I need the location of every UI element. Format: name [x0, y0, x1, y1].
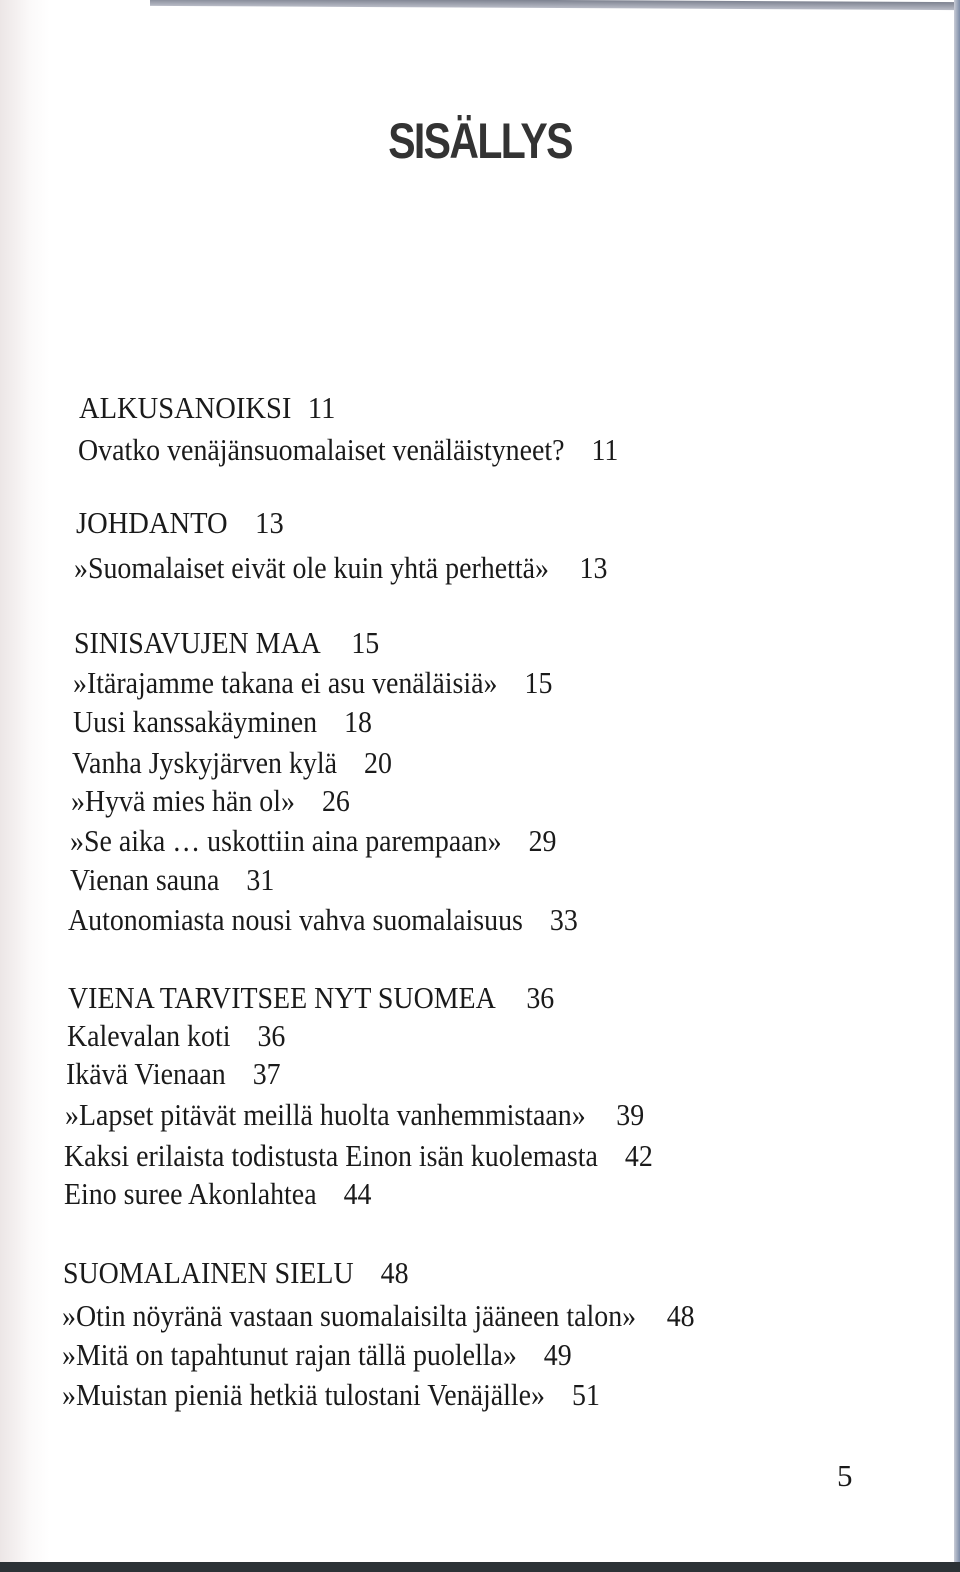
toc-page: 51 — [571, 1377, 600, 1412]
toc-entry — [74, 550, 607, 586]
toc-page: 18 — [344, 704, 372, 739]
toc-page: 48 — [666, 1298, 695, 1333]
toc-entry — [78, 432, 618, 468]
toc-page: 20 — [363, 745, 392, 780]
toc-page: 11 — [591, 432, 619, 467]
toc-label: Ovatko venäjänsuomalaiset venäläistyneet? — [78, 432, 565, 467]
toc-label: Kalevalan koti — [67, 1018, 231, 1053]
toc-page: 39 — [616, 1097, 645, 1132]
toc-page: 13 — [255, 505, 284, 540]
toc-section — [79, 390, 335, 426]
toc-page: 11 — [307, 390, 336, 425]
toc-entry — [62, 1298, 695, 1334]
toc-section — [68, 980, 554, 1016]
page-number: 5 — [837, 1458, 853, 1493]
toc-page: 42 — [624, 1138, 653, 1173]
toc-label: Kaksi erilaista todistusta Einon isän kuolemasta — [64, 1138, 598, 1173]
toc-entry — [73, 665, 552, 701]
toc-label: »Mitä on tapahtunut rajan tällä puolella» — [62, 1337, 517, 1372]
toc-label: Eino suree Akonlahtea — [64, 1176, 317, 1211]
toc-page: 36 — [257, 1018, 286, 1053]
toc-page: 33 — [549, 902, 578, 937]
toc-label: »Itärajamme takana ei asu venäläisiä» — [73, 665, 498, 700]
toc-label: Uusi kanssakäyminen — [73, 704, 318, 739]
toc-label: »Muistan pieniä hetkiä tulostani Venäjälle» — [62, 1377, 545, 1412]
toc-label: Vanha Jyskyjärven kylä — [72, 745, 337, 780]
toc-section — [74, 625, 379, 661]
toc-section — [76, 505, 284, 541]
toc-label: SINISAVUJEN MAA — [74, 625, 321, 660]
toc-label: SUOMALAINEN SIELU — [63, 1255, 354, 1290]
toc-label: JOHDANTO — [76, 505, 228, 540]
toc-page: 36 — [526, 980, 555, 1015]
toc-entry — [64, 1138, 653, 1174]
toc-label: ALKUSANOIKSI — [79, 390, 292, 425]
page-title: SISÄLLYS — [388, 113, 572, 169]
toc-entry — [66, 1056, 281, 1092]
toc-page: 13 — [579, 550, 608, 585]
toc-label: »Otin nöyränä vastaan suomalaisilta jääneen talon» — [62, 1298, 637, 1333]
toc-page: 49 — [543, 1337, 572, 1372]
toc-label: »Se aika … uskottiin aina parempaan» — [70, 823, 502, 858]
toc-entry — [70, 823, 556, 859]
toc-entry — [65, 1097, 644, 1133]
toc-label: Ikävä Vienaan — [66, 1056, 226, 1091]
toc-page: 44 — [343, 1176, 372, 1211]
toc-label: »Suomalaiset eivät ole kuin yhtä perhettä» — [74, 550, 549, 585]
toc-page: 29 — [528, 823, 557, 858]
toc-page: 26 — [321, 783, 350, 818]
toc-label: »Hyvä mies hän ol» — [71, 783, 295, 818]
toc-page: 37 — [252, 1056, 281, 1091]
toc-entry — [72, 745, 392, 781]
scan-top-edge — [150, 0, 960, 10]
toc-entry — [71, 783, 350, 819]
toc-entry — [73, 704, 372, 740]
toc-entry — [70, 862, 274, 898]
toc-entry — [64, 1176, 371, 1212]
toc-entry — [62, 1337, 572, 1373]
toc-section — [63, 1255, 409, 1291]
scan-bottom-edge — [0, 1562, 960, 1572]
toc-entry — [67, 1018, 285, 1054]
toc-label: Autonomiasta nousi vahva suomalaisuus — [68, 902, 523, 937]
toc-page: 31 — [246, 862, 275, 897]
toc-entry — [68, 902, 578, 938]
toc-page: 48 — [380, 1255, 409, 1290]
scan-right-edge — [954, 0, 960, 1572]
toc-label: Vienan sauna — [70, 862, 220, 897]
toc-entry — [62, 1377, 600, 1413]
toc-label: »Lapset pitävät meillä huolta vanhemmistaan» — [65, 1097, 586, 1132]
toc-label: VIENA TARVITSEE NYT SUOMEA — [68, 980, 496, 1015]
toc-page: 15 — [351, 625, 380, 660]
toc-page: 15 — [524, 665, 553, 700]
